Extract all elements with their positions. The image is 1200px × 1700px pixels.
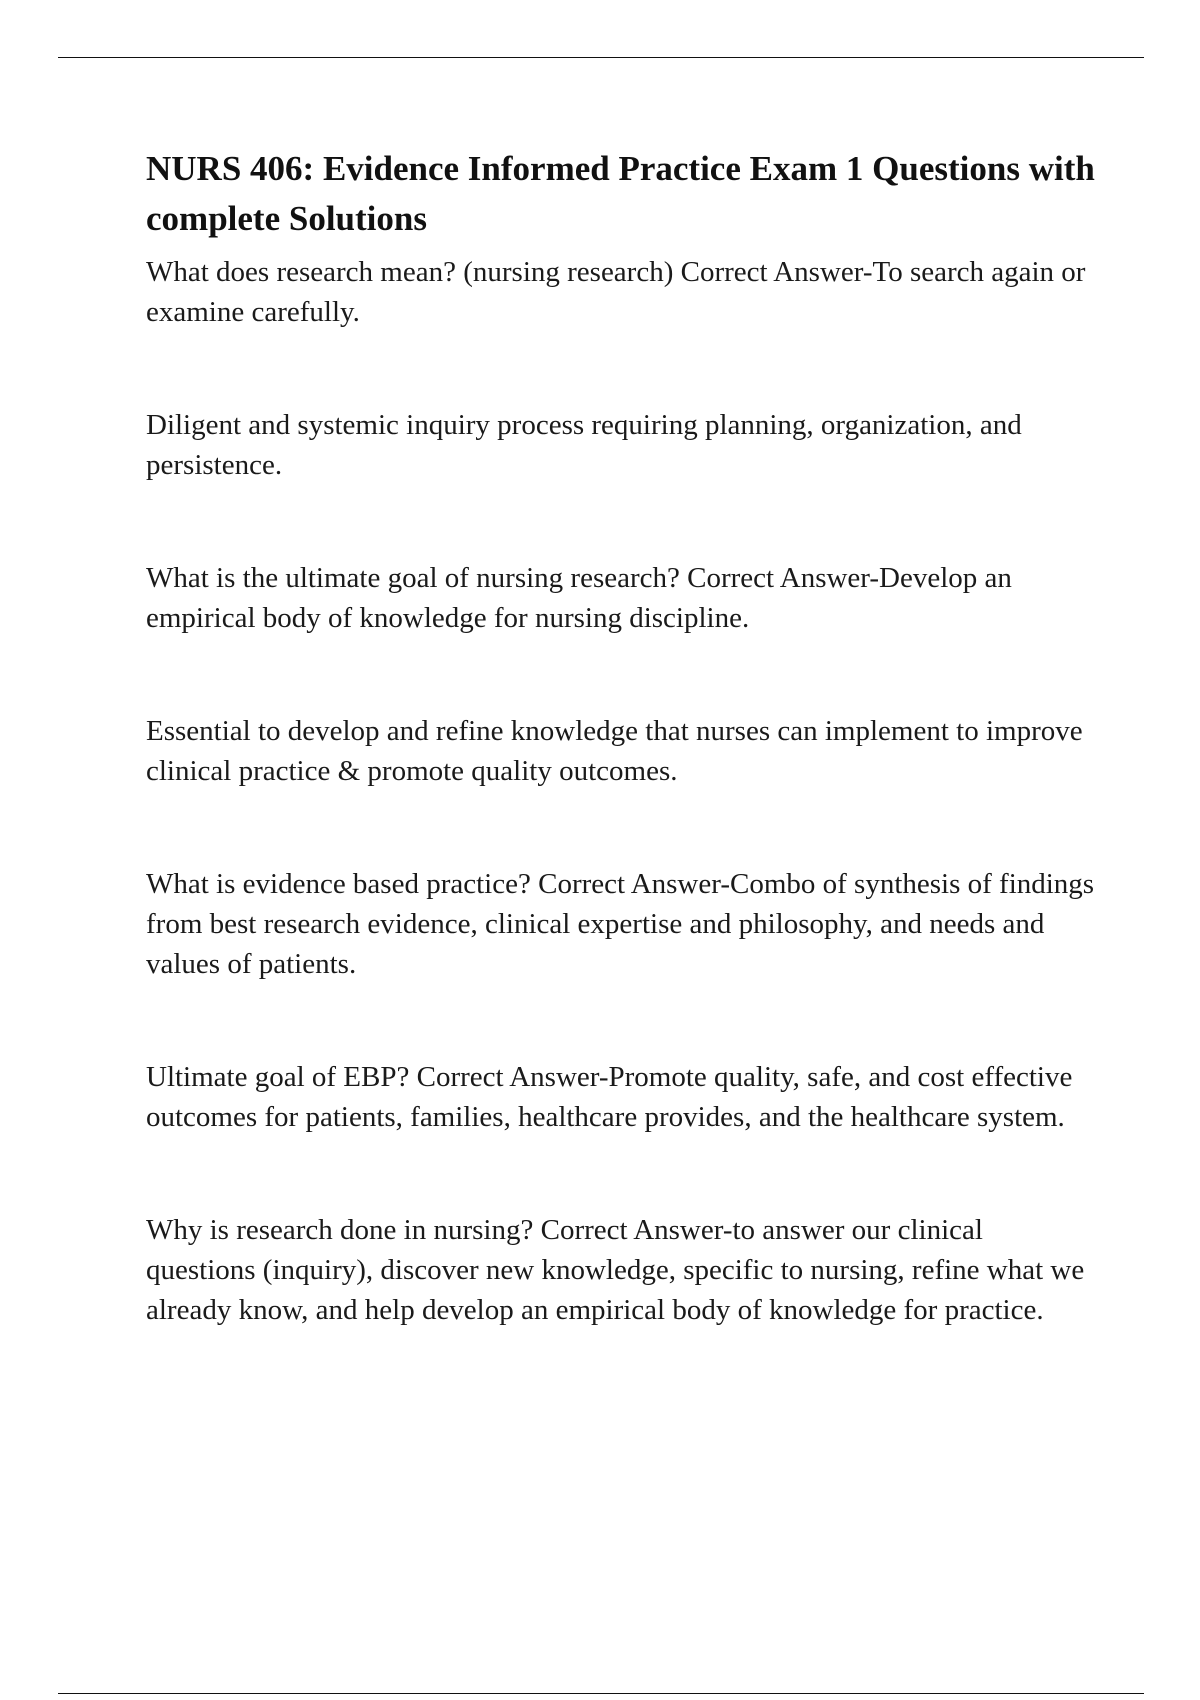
qa-entry-evidence-based-practice: What is evidence based practice? Correct Answer-Combo of synthesis of findings from best research evidence, clinical expertise and philosophy, and needs and values of patients. [146,868,1095,980]
qa-entry-inquiry-process: Diligent and systemic inquiry process requiring planning, organization, and persistence. [146,409,1022,481]
qa-entry-research-meaning: What does research mean? (nursing research) Correct Answer-To search again or examine carefully. [146,256,1086,328]
qa-entry-ultimate-goal-research: What is the ultimate goal of nursing research? Correct Answer-Develop an empirical body of knowledge for nursing discipline. [146,562,1012,634]
qa-entry-why-research: Why is research done in nursing? Correct Answer-to answer our clinical questions (inquiry), discover new knowledge, specific to nursing, refine what we already know, and help develop an empirical body of knowledge for practice. [146,1214,1085,1326]
bottom-divider [58,1693,1144,1694]
qa-entry-ebp-goal: Ultimate goal of EBP? Correct Answer-Promote quality, safe, and cost effective outcomes for patients, families, healthcare provides, and the healthcare system. [146,1061,1073,1133]
document-body [146,144,1096,1330]
top-divider [58,57,1144,58]
qa-list [146,252,1096,1330]
document-title: NURS 406: Evidence Informed Practice Exam 1 Questions with complete Solutions [146,149,1095,238]
qa-entry-refine-knowledge: Essential to develop and refine knowledge that nurses can implement to improve clinical practice & promote quality outcomes. [146,715,1083,787]
